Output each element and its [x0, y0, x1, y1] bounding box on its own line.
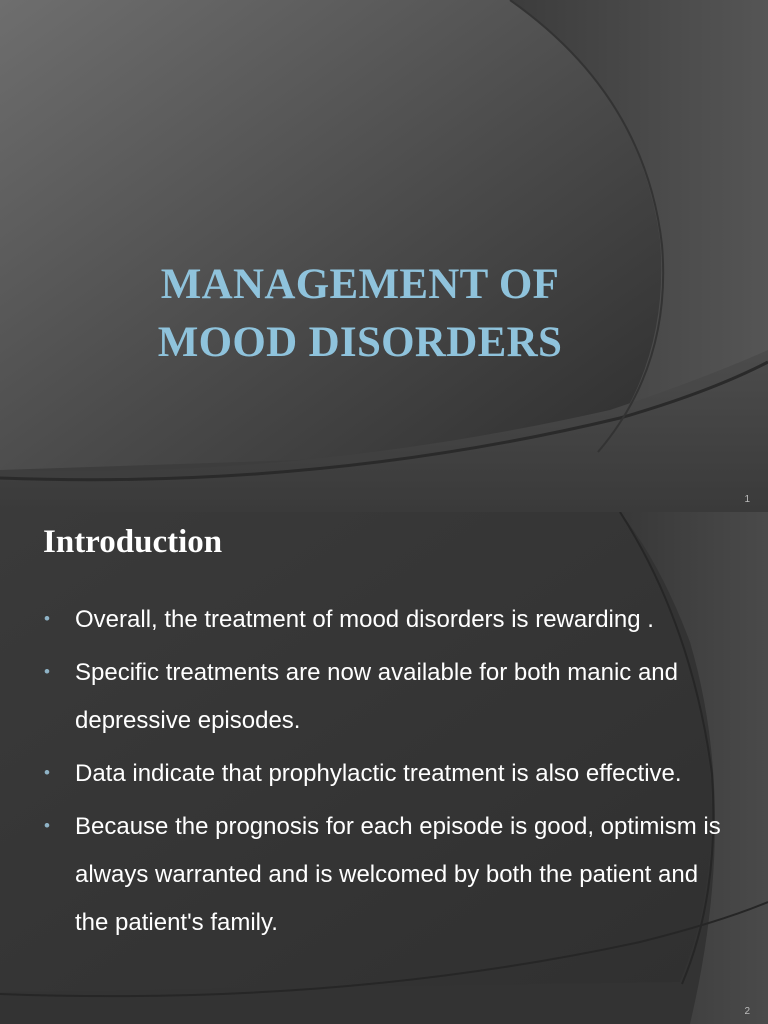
bullet-list	[44, 596, 734, 952]
slide-number: 1	[744, 494, 750, 505]
list-item	[44, 596, 734, 644]
bullet-dot-icon: •	[44, 816, 50, 835]
slide-heading: Introduction	[43, 524, 223, 560]
bullet-dot-icon: •	[44, 662, 50, 681]
bullet-dot-icon: •	[44, 763, 50, 782]
bullet-text: Data indicate that prophylactic treatment is also effective.	[75, 760, 682, 787]
slide-title	[120, 256, 600, 372]
title-line: MOOD DISORDERS	[157, 319, 563, 366]
content-slide	[0, 512, 768, 1024]
bullet-dot-icon: •	[44, 609, 50, 628]
bullet-text: Because the prognosis for each episode is good, optimism is always warranted and is welcomed by both the patient and the patient's family.	[75, 813, 721, 936]
slide-number: 2	[744, 1006, 750, 1017]
title-line: MANAGEMENT OF	[160, 261, 560, 308]
list-item	[44, 803, 734, 947]
bullet-text: Overall, the treatment of mood disorders is rewarding .	[75, 606, 654, 633]
bullet-text: Specific treatments are now available for both manic and depressive episodes.	[75, 659, 678, 734]
list-item	[44, 649, 734, 745]
list-item	[44, 750, 734, 798]
